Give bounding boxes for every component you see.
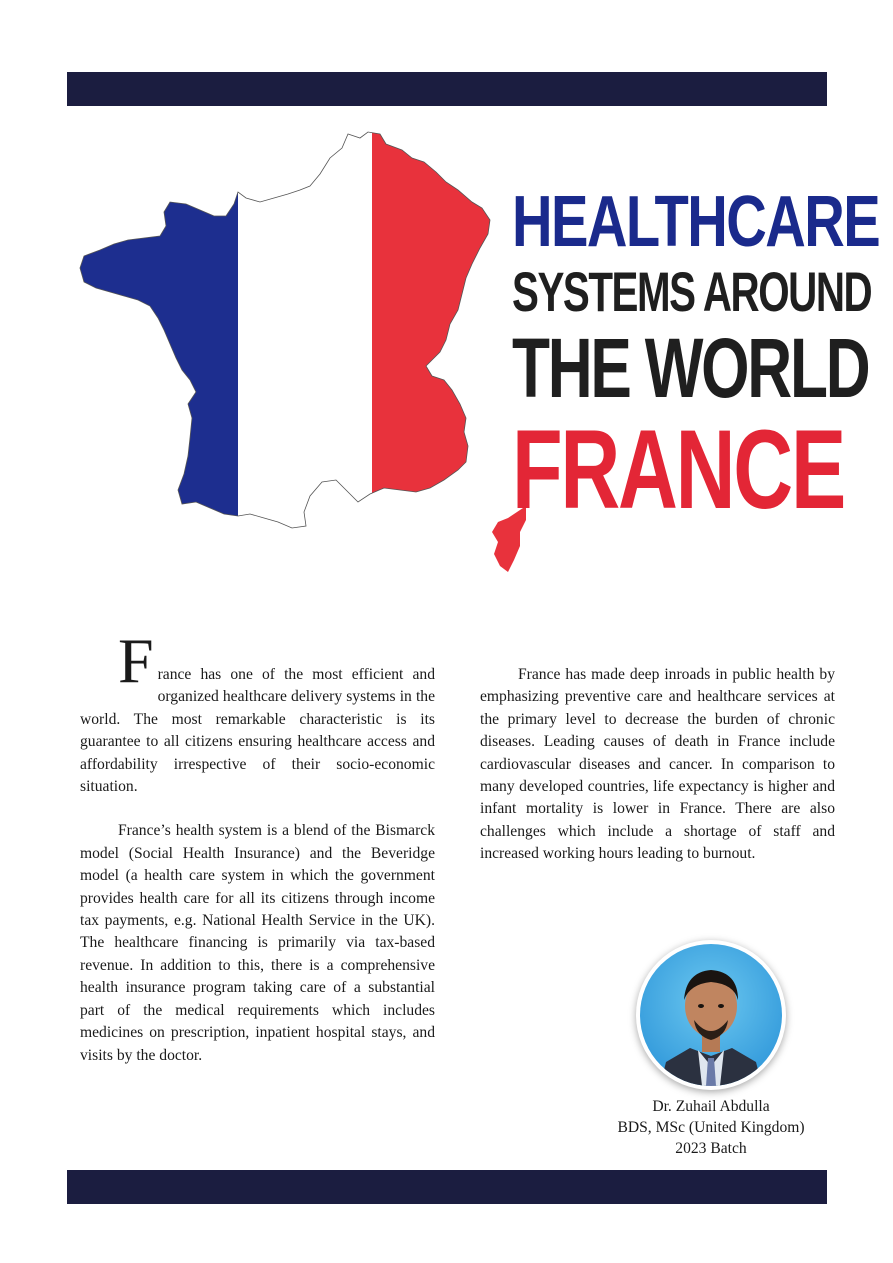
headline: [512, 182, 880, 532]
paragraph-1-text: rance has one of the most efficient and organized healthcare delivery systems in the world. The most remarkable characteristic is its guarantee to all citizens ensuring healthcare access and affordability irrespective of their socio-economic situation.: [80, 666, 435, 796]
headline-line-3: THE WORLD: [512, 321, 869, 415]
article-column-left: [80, 625, 435, 1089]
author-batch: 2023 Batch: [675, 1140, 747, 1157]
headline-line-1: HEALTHCARE: [512, 182, 880, 262]
author-name: Dr. Zuhail Abdulla: [652, 1098, 770, 1115]
author-portrait: [640, 944, 782, 1086]
france-flag-map-icon: [74, 128, 534, 578]
drop-cap: F: [118, 625, 154, 696]
author-photo-frame: [636, 940, 786, 1090]
author-byline: [580, 1096, 842, 1159]
paragraph-2: France’s health system is a blend of the Bismarck model (Social Health Insurance) and the Beveridge model (a health care system in which the government provides health care for all its citizens through income tax payments, e.g. National Health Service in the UK). The healthcare financing is primarily via tax-based revenue. In addition to this, there is a comprehensive health insurance program taking care of a substantial part of the medical requirements which includes medicines on prescription, inpatient hospital stays, and visits by the doctor.: [80, 822, 435, 1064]
paragraph-1: [80, 625, 435, 798]
article-column-right: [480, 664, 835, 888]
paragraph-3: France has made deep inroads in public health by emphasizing preventive care and healthcare services at the primary level to decrease the burden of chronic diseases. Leading causes of death in France include cardiovascular diseases and cancer. In comparison to many developed countries, life expectancy is higher and infant mortality is lower in France. There are also challenges which include a shortage of staff and increased working hours leading to burnout.: [480, 666, 835, 863]
bottom-banner-bar: [67, 1170, 827, 1204]
top-banner-bar: [67, 72, 827, 106]
headline-country: FRANCE: [512, 407, 845, 532]
author-credentials: BDS, MSc (United Kingdom): [617, 1119, 805, 1136]
headline-line-2: SYSTEMS AROUND: [512, 260, 872, 323]
